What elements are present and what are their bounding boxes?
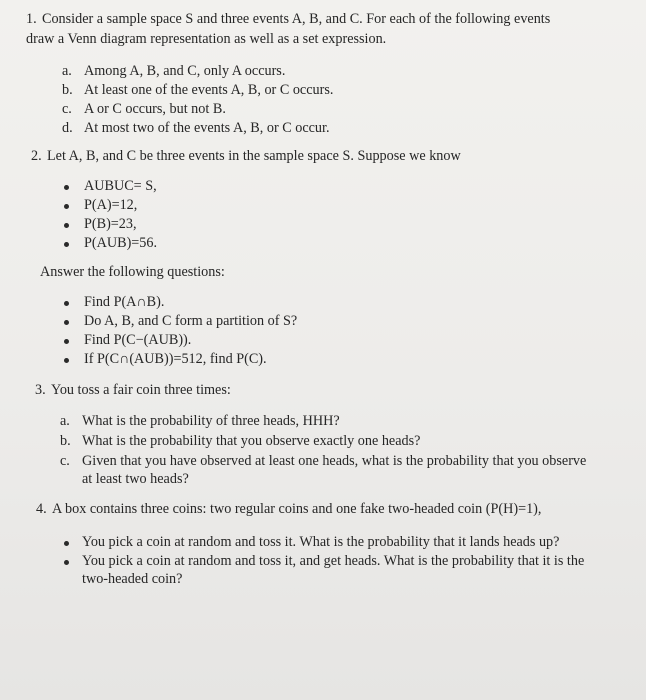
bullet-icon	[64, 339, 69, 344]
list-item: A or C occurs, but not B.	[84, 101, 226, 117]
list-item: What is the probability that you observe exactly one heads?	[82, 433, 421, 449]
bullet-icon	[64, 185, 69, 190]
list-item: You pick a coin at random and toss it. What is the probability that it lands heads up?	[82, 534, 560, 550]
list-item-continuation: at least two heads?	[82, 471, 189, 487]
bullet-icon	[64, 223, 69, 228]
list-item: At most two of the events A, B, or C occur.	[84, 120, 330, 136]
question-text: Consider a sample space S and three events A, B, and C. For each of the following events	[42, 11, 551, 27]
list-item: At least one of the events A, B, or C occurs.	[84, 82, 334, 98]
list-marker: c.	[60, 453, 70, 469]
question-text: You toss a fair coin three times:	[51, 382, 231, 398]
list-item: P(A)=12,	[84, 197, 138, 213]
question-number: 2.	[31, 148, 42, 164]
list-item-continuation: two-headed coin?	[82, 571, 183, 587]
list-marker: a.	[60, 413, 70, 429]
bullet-icon	[64, 358, 69, 363]
list-item: Find P(C−(AUB)).	[84, 332, 192, 348]
bullet-icon	[64, 560, 69, 565]
list-item: Find P(A∩B).	[84, 294, 165, 310]
bullet-icon	[64, 301, 69, 306]
question-number: 1.	[26, 11, 37, 27]
list-item: Given that you have observed at least one heads, what is the probability that you observe	[82, 453, 587, 469]
question-number: 3.	[35, 382, 46, 398]
list-marker: b.	[60, 433, 71, 449]
list-marker: d.	[62, 120, 73, 136]
answer-prompt: Answer the following questions:	[40, 264, 225, 280]
question-text: draw a Venn diagram representation as well as a set expression.	[26, 31, 387, 47]
list-item: What is the probability of three heads, HHH?	[82, 413, 340, 429]
list-marker: b.	[62, 82, 73, 98]
list-item: If P(C∩(AUB))=512, find P(C).	[84, 351, 267, 367]
list-marker: a.	[62, 63, 72, 79]
bullet-icon	[64, 204, 69, 209]
question-text: A box contains three coins: two regular coins and one fake two-headed coin (P(H)=1),	[52, 501, 542, 517]
question-number: 4.	[36, 501, 47, 517]
question-text: Let A, B, and C be three events in the sample space S. Suppose we know	[47, 148, 461, 164]
list-item: Do A, B, and C form a partition of S?	[84, 313, 298, 329]
list-item: P(AUB)=56.	[84, 235, 158, 251]
bullet-icon	[64, 320, 69, 325]
list-item: P(B)=23,	[84, 216, 137, 232]
bullet-icon	[64, 242, 69, 247]
list-item: Among A, B, and C, only A occurs.	[84, 63, 286, 79]
bullet-icon	[64, 541, 69, 546]
list-item: AUBUC= S,	[84, 178, 157, 194]
list-marker: c.	[62, 101, 72, 117]
list-item: You pick a coin at random and toss it, and get heads. What is the probability that it is the	[82, 553, 585, 569]
